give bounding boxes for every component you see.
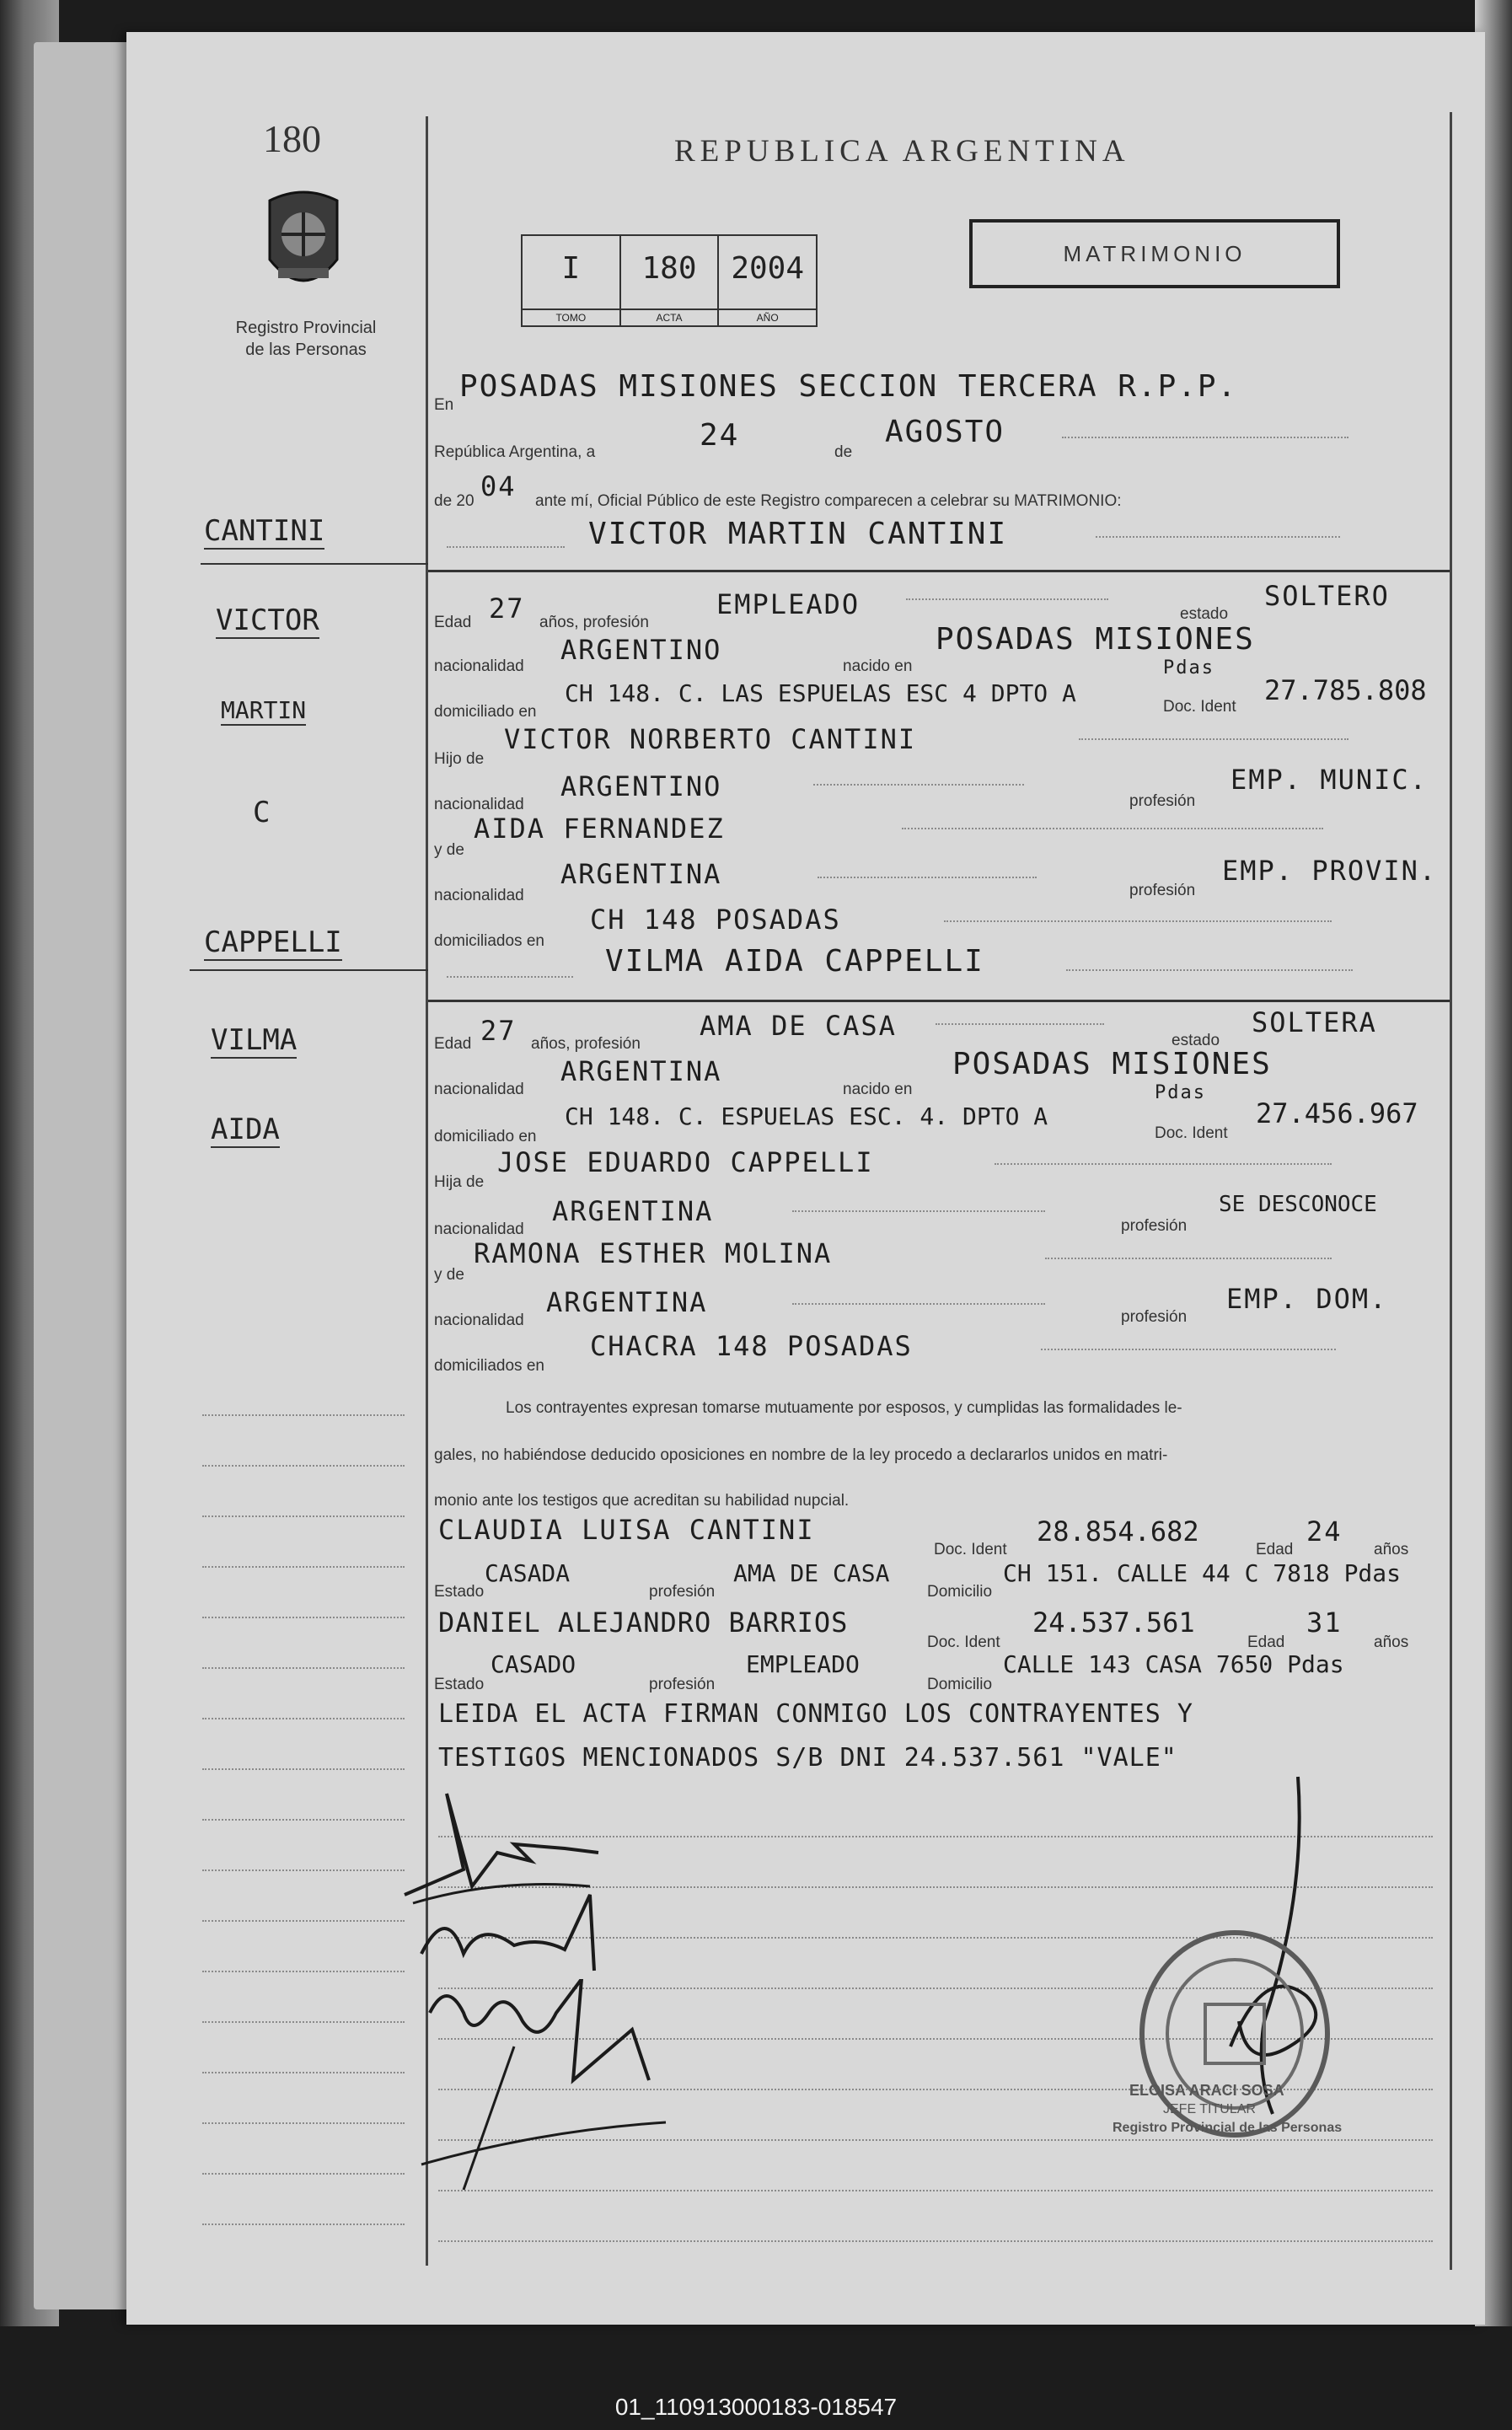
bride-mother-label: y de	[434, 1266, 464, 1284]
witness1-estado-label: Estado	[434, 1583, 485, 1601]
appear-text: ante mí, Oficial Público de este Registro comparecen a celebrar su MATRIMONIO:	[535, 492, 1122, 510]
bride-parents-home: CHACRA 148 POSADAS	[590, 1330, 913, 1362]
bride-address-city: Pdas	[1155, 1082, 1206, 1103]
ano-cell	[719, 236, 816, 325]
margin-groom-rule	[201, 563, 428, 565]
signature-witnesses	[413, 1979, 683, 2198]
bride-mother-nat: ARGENTINA	[546, 1286, 708, 1318]
bride-address: CH 148. C. ESPUELAS ESC. 4. DPTO A	[565, 1102, 1048, 1130]
official-name: ELOISA ARACI SOSA	[1129, 2082, 1284, 2099]
witness1-dom-label: Domicilio	[927, 1583, 993, 1601]
margin-rule	[202, 2173, 405, 2175]
bride-father-label: Hija de	[434, 1173, 485, 1191]
tomo-cell	[523, 236, 621, 325]
acta-label: ACTA	[621, 308, 718, 325]
province-seal-icon	[253, 184, 354, 302]
margin-rule	[202, 1667, 405, 1669]
groom-estado-label: estado	[1180, 605, 1229, 623]
page-number: 180	[263, 117, 321, 160]
declaration-line3: monio ante los testigos que acreditan su habilidad nupcial.	[434, 1492, 850, 1510]
bride-father-nat-label: nacionalidad	[434, 1220, 524, 1238]
groom-nationality: ARGENTINO	[560, 634, 722, 666]
bride-domicilio-label: domiciliado en	[434, 1128, 537, 1145]
bride-father-nat: ARGENTINA	[552, 1195, 714, 1227]
witness2-age: 31	[1306, 1607, 1343, 1639]
margin-rule	[202, 1971, 405, 1972]
bride-age: 27	[480, 1015, 517, 1047]
margin-rule	[202, 1515, 405, 1517]
official-role: JEFE TITULAR	[1163, 2102, 1256, 2116]
registry-line1: Registro Provincial	[235, 319, 377, 337]
groom-age: 27	[489, 593, 525, 625]
rule	[1045, 1258, 1332, 1259]
signature-bride	[413, 1886, 632, 1987]
margin-name-groom-surname: CANTINI	[204, 514, 325, 548]
witness2-anos-label: años	[1374, 1633, 1409, 1651]
bride-mother: RAMONA ESTHER MOLINA	[474, 1237, 833, 1269]
registry-label	[217, 317, 394, 361]
groom-estado: SOLTERO	[1264, 580, 1390, 612]
groom-mother: AIDA FERNANDEZ	[474, 813, 725, 845]
witness1-estado: CASADA	[485, 1559, 571, 1587]
witness1-name: CLAUDIA LUISA CANTINI	[438, 1514, 815, 1546]
year-suffix: 04	[480, 470, 517, 502]
groom-profession: EMPLEADO	[716, 588, 861, 620]
margin-rule	[202, 1718, 405, 1719]
margin-rule	[202, 1566, 405, 1568]
groom-mother-nat-label: nacionalidad	[434, 887, 524, 904]
margin-rule	[202, 2072, 405, 2073]
closing-line1: LEIDA EL ACTA FIRMAN CONMIGO LOS CONTRAYENTES Y	[438, 1699, 1193, 1729]
bride-name: VILMA AIDA CAPPELLI	[605, 944, 984, 979]
rule	[1079, 738, 1348, 740]
groom-doc-label: Doc. Ident	[1163, 698, 1236, 716]
margin-rule	[202, 1869, 405, 1871]
groom-parents-home: CH 148 POSADAS	[590, 904, 841, 936]
bride-doc: 27.456.967	[1256, 1097, 1418, 1129]
witness1-prof-label: profesión	[649, 1583, 716, 1601]
margin-name-groom-second: MARTIN	[221, 696, 307, 724]
groom-father-label: Hijo de	[434, 750, 485, 768]
bride-profesion-label: años, profesión	[531, 1035, 641, 1053]
witness2-profession: EMPLEADO	[746, 1650, 860, 1678]
groom-doc: 27.785.808	[1264, 674, 1427, 706]
witness1-age: 24	[1306, 1515, 1343, 1548]
witness1-doc-label: Doc. Ident	[934, 1541, 1007, 1558]
margin-name-bride-surname: CAPPELLI	[204, 925, 342, 959]
rule	[447, 546, 565, 548]
document-page	[126, 32, 1485, 2325]
bride-mother-prof-label: profesión	[1121, 1308, 1188, 1326]
record-type-box: MATRIMONIO	[969, 219, 1340, 288]
groom-mother-prof: EMP. PROVIN.	[1222, 855, 1438, 887]
witness1-anos-label: años	[1374, 1541, 1409, 1558]
witness2-address: CALLE 143 CASA 7650 Pdas	[1003, 1650, 1344, 1678]
intro-place: POSADAS MISIONES SECCION TERCERA R.P.P.	[459, 369, 1238, 404]
groom-parents-home-label: domiciliados en	[434, 932, 544, 950]
bride-doc-label: Doc. Ident	[1155, 1124, 1228, 1142]
bride-birthplace: POSADAS MISIONES	[952, 1047, 1272, 1081]
groom-mother-label: y de	[434, 841, 464, 859]
declaration-line2: gales, no habiéndose deducido oposiciones en nombre de la ley procedo a declararlos unidos en matri-	[434, 1446, 1168, 1464]
bride-nacionalidad-label: nacionalidad	[434, 1081, 524, 1098]
bride-nationality: ARGENTINA	[560, 1055, 722, 1087]
rule	[906, 598, 1108, 600]
rule	[936, 1023, 1104, 1025]
country-title: REPUBLICA ARGENTINA	[674, 134, 1130, 169]
margin-rule	[202, 2021, 405, 2023]
witness1-profession: AMA DE CASA	[733, 1559, 890, 1587]
year-prefix: de 20	[434, 492, 475, 510]
witness2-name: DANIEL ALEJANDRO BARRIOS	[438, 1607, 849, 1639]
groom-address-city: Pdas	[1163, 657, 1214, 679]
margin-rule	[202, 1414, 405, 1416]
groom-father: VICTOR NORBERTO CANTINI	[504, 723, 917, 755]
bride-estado: SOLTERA	[1252, 1006, 1377, 1038]
bride-profession: AMA DE CASA	[700, 1010, 897, 1042]
registry-line2: de las Personas	[245, 341, 367, 359]
witness2-edad-label: Edad	[1247, 1633, 1285, 1651]
witness1-doc: 28.854.682	[1037, 1515, 1199, 1548]
rule	[1041, 1349, 1336, 1350]
margin-rule	[202, 1819, 405, 1821]
witness2-prof-label: profesión	[649, 1676, 716, 1693]
acta-cell	[621, 236, 720, 325]
right-border	[1450, 112, 1452, 2270]
bride-edad-label: Edad	[434, 1035, 472, 1053]
bride-parents-home-label: domiciliados en	[434, 1357, 544, 1375]
bride-father-prof: SE DESCONOCE	[1219, 1192, 1377, 1217]
groom-nacionalidad-label: nacionalidad	[434, 657, 524, 675]
margin-name-bride-first: VILMA	[211, 1023, 298, 1057]
rule	[944, 920, 1332, 922]
bride-mother-prof: EMP. DOM.	[1226, 1283, 1388, 1315]
groom-father-nat-label: nacionalidad	[434, 796, 524, 813]
image-id-caption: 01_110913000183-018547	[614, 2394, 898, 2420]
groom-header-rule	[428, 570, 1450, 572]
groom-birthplace: POSADAS MISIONES	[936, 622, 1255, 657]
rule	[813, 784, 1024, 786]
rule	[792, 1303, 1045, 1305]
groom-address: CH 148. C. LAS ESPUELAS ESC 4 DPTO A	[565, 679, 1076, 707]
declaration-line1: Los contrayentes expresan tomarse mutuamente por esposos, y cumplidas las formalidades le-	[506, 1399, 1182, 1417]
bride-father-prof-label: profesión	[1121, 1217, 1188, 1235]
republica-label: República Argentina, a	[434, 443, 596, 461]
closing-line2: TESTIGOS MENCIONADOS S/B DNI 24.537.561 "VALE"	[438, 1743, 1177, 1773]
rule	[902, 828, 1323, 829]
witness2-doc-label: Doc. Ident	[927, 1633, 1000, 1651]
intro-day: 24	[700, 418, 740, 453]
official-org: Registro Provincial de las Personas	[1113, 2121, 1343, 2135]
groom-profesion-label: años, profesión	[539, 614, 649, 631]
margin-rule	[202, 1465, 405, 1467]
ano-label: AÑO	[719, 308, 816, 325]
margin-rule	[202, 1617, 405, 1618]
rule	[447, 976, 573, 978]
margin-name-groom-first: VICTOR	[216, 603, 319, 637]
groom-name: VICTOR MARTIN CANTINI	[588, 517, 1008, 551]
rule	[1096, 536, 1340, 538]
intro-month: AGOSTO	[885, 415, 1005, 449]
ano-value: 2004	[731, 251, 805, 286]
rule	[792, 1210, 1045, 1212]
groom-father-prof-label: profesión	[1129, 792, 1196, 810]
rule	[818, 877, 1037, 878]
rule	[1066, 969, 1353, 971]
rule	[995, 1163, 1332, 1165]
groom-mother-prof-label: profesión	[1129, 882, 1196, 899]
rule	[1062, 437, 1348, 438]
margin-rule	[202, 2122, 405, 2124]
margin-bride-rule	[190, 969, 428, 971]
bride-nacido-label: nacido en	[843, 1081, 913, 1098]
rule	[438, 2240, 1433, 2242]
margin-rule	[202, 1768, 405, 1770]
de-label: de	[834, 443, 853, 461]
groom-father-prof: EMP. MUNIC.	[1231, 764, 1428, 796]
bride-estado-label: estado	[1172, 1032, 1220, 1049]
witness2-estado: CASADO	[491, 1650, 576, 1678]
margin-rule	[202, 1920, 405, 1922]
groom-mother-nat: ARGENTINA	[560, 858, 722, 890]
tomo-label: TOMO	[523, 308, 619, 325]
witness2-dom-label: Domicilio	[927, 1676, 993, 1693]
groom-edad-label: Edad	[434, 614, 472, 631]
acta-value: 180	[641, 251, 697, 286]
bride-father: JOSE EDUARDO CAPPELLI	[497, 1146, 874, 1178]
margin-name-bride-second: AIDA	[211, 1113, 280, 1146]
groom-domicilio-label: domiciliado en	[434, 703, 537, 721]
en-label: En	[434, 396, 454, 414]
reference-box	[521, 234, 818, 327]
groom-father-nat: ARGENTINO	[560, 770, 722, 802]
margin-name-initial: C	[253, 796, 271, 829]
bride-header-rule	[428, 1000, 1450, 1002]
margin-rule	[202, 2223, 405, 2225]
witness1-edad-label: Edad	[1256, 1541, 1294, 1558]
tomo-value: I	[561, 251, 581, 286]
witness1-address: CH 151. CALLE 44 C 7818 Pdas	[1003, 1559, 1402, 1587]
groom-nacido-label: nacido en	[843, 657, 913, 675]
witness2-doc: 24.537.561	[1032, 1607, 1195, 1639]
bride-mother-nat-label: nacionalidad	[434, 1312, 524, 1329]
witness2-estado-label: Estado	[434, 1676, 485, 1693]
